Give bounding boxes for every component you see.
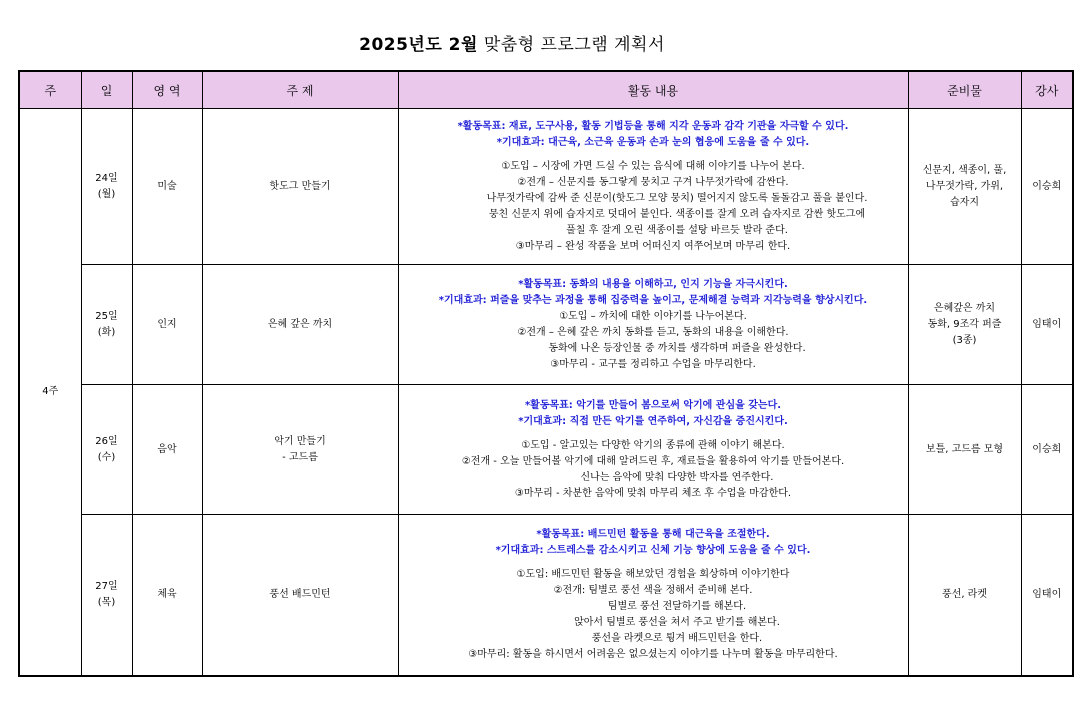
activity-line: 뭉친 신문지 위에 습자지로 덧대어 붙인다. 색종이를 잘게 오려 습자지로 감싼 핫도그에	[488, 208, 866, 220]
table-row	[19, 109, 1073, 265]
supplies-cell: 보틀, 고드름 모형	[908, 385, 1021, 515]
activity-line: 풀칠 후 잘게 오린 색종이를 설탕 바르듯 발라 준다.	[566, 224, 788, 236]
header-topic: 주 제	[202, 71, 398, 109]
activity-line: 앉아서 팀별로 풍선을 쳐서 주고 받기를 해본다.	[574, 616, 780, 628]
table-row	[19, 265, 1073, 385]
activity-goal: *활동목표: 배드민턴 활동을 통해 대근육을 조절한다.	[536, 528, 770, 540]
topic-cell: 핫도그 만들기	[202, 109, 398, 265]
title-text: 맞춤형 프로그램 계획서	[483, 35, 665, 55]
activity-line: ③마무리 - 차분한 음악에 맞춰 마무리 체조 후 수업을 마감한다.	[514, 487, 792, 499]
supplies-cell: 신문지, 색종이, 풀, 나무젓가락, 가위, 습자지	[908, 109, 1021, 265]
day-cell: 24일 (월)	[81, 109, 132, 265]
table-row	[19, 385, 1073, 515]
teacher-cell: 이승희	[1021, 385, 1073, 515]
activity-line: ②전개 - 오늘 만들어볼 악기에 대해 알려드린 후, 재료들을 활용하여 악기를 만들어본다.	[461, 455, 845, 467]
activity-cell	[398, 385, 908, 515]
expected-effect: *기대효과: 대근육, 소근육 운동과 손과 눈의 협응에 도움을 줄 수 있다.	[496, 136, 810, 148]
activity-line: ②전개 – 신문지를 동그랗게 뭉치고 구겨 나무젓가락에 감싼다.	[517, 176, 789, 188]
area-cell: 체육	[132, 515, 202, 676]
day-cell: 26일 (수)	[81, 385, 132, 515]
activity-line: ③마무리 – 완성 작품을 보며 어떠신지 여쭈어보며 마무리 한다.	[515, 240, 791, 252]
activity-goal: *활동목표: 동화의 내용을 이해하고, 인지 기능을 자극시킨다.	[518, 278, 788, 290]
activity-line: ③마무리 - 교구를 정리하고 수업을 마무리한다.	[550, 358, 756, 370]
header-supplies: 준비물	[908, 71, 1021, 109]
expected-effect: *기대효과: 퍼즐을 맞추는 과정을 통해 집중력을 높이고, 문제해결 능력과 지각능력을 향상시킨다.	[438, 294, 868, 306]
topic-cell: 악기 만들기 - 고드름	[202, 385, 398, 515]
area-cell: 인지	[132, 265, 202, 385]
activity-line: 풍선을 라켓으로 튕겨 배드민턴을 한다.	[591, 632, 763, 644]
activity-cell	[398, 515, 908, 676]
activity-cell	[398, 265, 908, 385]
activity-goal: *활동목표: 악기를 만들어 봄으로써 악기에 관심을 갖는다.	[524, 399, 782, 411]
header-week: 주	[19, 71, 81, 109]
expected-effect: *기대효과: 스트레스를 감소시키고 신체 기능 향상에 도움을 줄 수 있다.	[495, 544, 811, 556]
activity-line: ①도입 – 까치에 대한 이야기를 나누어본다.	[559, 310, 747, 322]
document-title	[0, 30, 1024, 55]
header-area: 영 역	[132, 71, 202, 109]
day-cell: 25일 (화)	[81, 265, 132, 385]
topic-cell: 풍선 배드민턴	[202, 515, 398, 676]
activity-line: ②전개 – 은혜 갚은 까치 동화를 듣고, 동화의 내용을 이해한다.	[517, 326, 789, 338]
area-cell: 음악	[132, 385, 202, 515]
teacher-cell: 임태이	[1021, 515, 1073, 676]
header-activity: 활동 내용	[398, 71, 908, 109]
activity-goal: *활동목표: 재료, 도구사용, 활동 기법등을 통해 지각 운동과 감각 기관을 자극할 수 있다.	[457, 120, 849, 132]
day-cell: 27일 (목)	[81, 515, 132, 676]
title-date: 2025년도 2월	[359, 35, 478, 55]
activity-line: ①도입: 배드민턴 활동을 해보았던 경험을 회상하며 이야기한다	[516, 568, 790, 580]
teacher-cell: 임태이	[1021, 265, 1073, 385]
topic-cell: 은혜 갚은 까치	[202, 265, 398, 385]
activity-line: 팀별로 풍선 전달하기를 해본다.	[607, 600, 747, 612]
supplies-cell: 은혜갚은 까치 동화, 9조각 퍼즐 (3종)	[908, 265, 1021, 385]
activity-line: ②전개: 팀별로 풍선 색을 정해서 준비해 본다.	[553, 584, 753, 596]
area-cell: 미술	[132, 109, 202, 265]
header-teacher: 강사	[1021, 71, 1073, 109]
table-row	[19, 515, 1073, 676]
supplies-cell: 풍선, 라켓	[908, 515, 1021, 676]
activity-line: 동화에 나온 등장인물 중 까치를 생각하며 퍼즐을 완성한다.	[548, 342, 806, 354]
activity-line: ③마무리: 활동을 하시면서 어려움은 없으셨는지 이야기를 나누며 활동을 마무리한다.	[468, 648, 838, 660]
activity-line: ①도입 – 시장에 가면 드실 수 있는 음식에 대해 이야기를 나누어 본다.	[501, 160, 805, 172]
program-plan-table	[18, 70, 1074, 677]
activity-line: 나무젓가락에 감싸 준 신문이(핫도그 모양 뭉치) 떨어지지 않도록 돌돌감고 풀을 붙인다.	[486, 192, 868, 204]
activity-line: 신나는 음악에 맞춰 다양한 박자를 연주한다.	[580, 471, 774, 483]
header-day: 일	[81, 71, 132, 109]
week-cell: 4주	[19, 109, 81, 676]
activity-line: ①도입 - 알고있는 다양한 악기의 종류에 관해 이야기 해본다.	[521, 439, 785, 451]
teacher-cell: 이승희	[1021, 109, 1073, 265]
activity-cell	[398, 109, 908, 265]
header-row	[19, 71, 1073, 109]
expected-effect: *기대효과: 직접 만든 악기를 연주하여, 자신감을 증진시킨다.	[518, 415, 788, 427]
